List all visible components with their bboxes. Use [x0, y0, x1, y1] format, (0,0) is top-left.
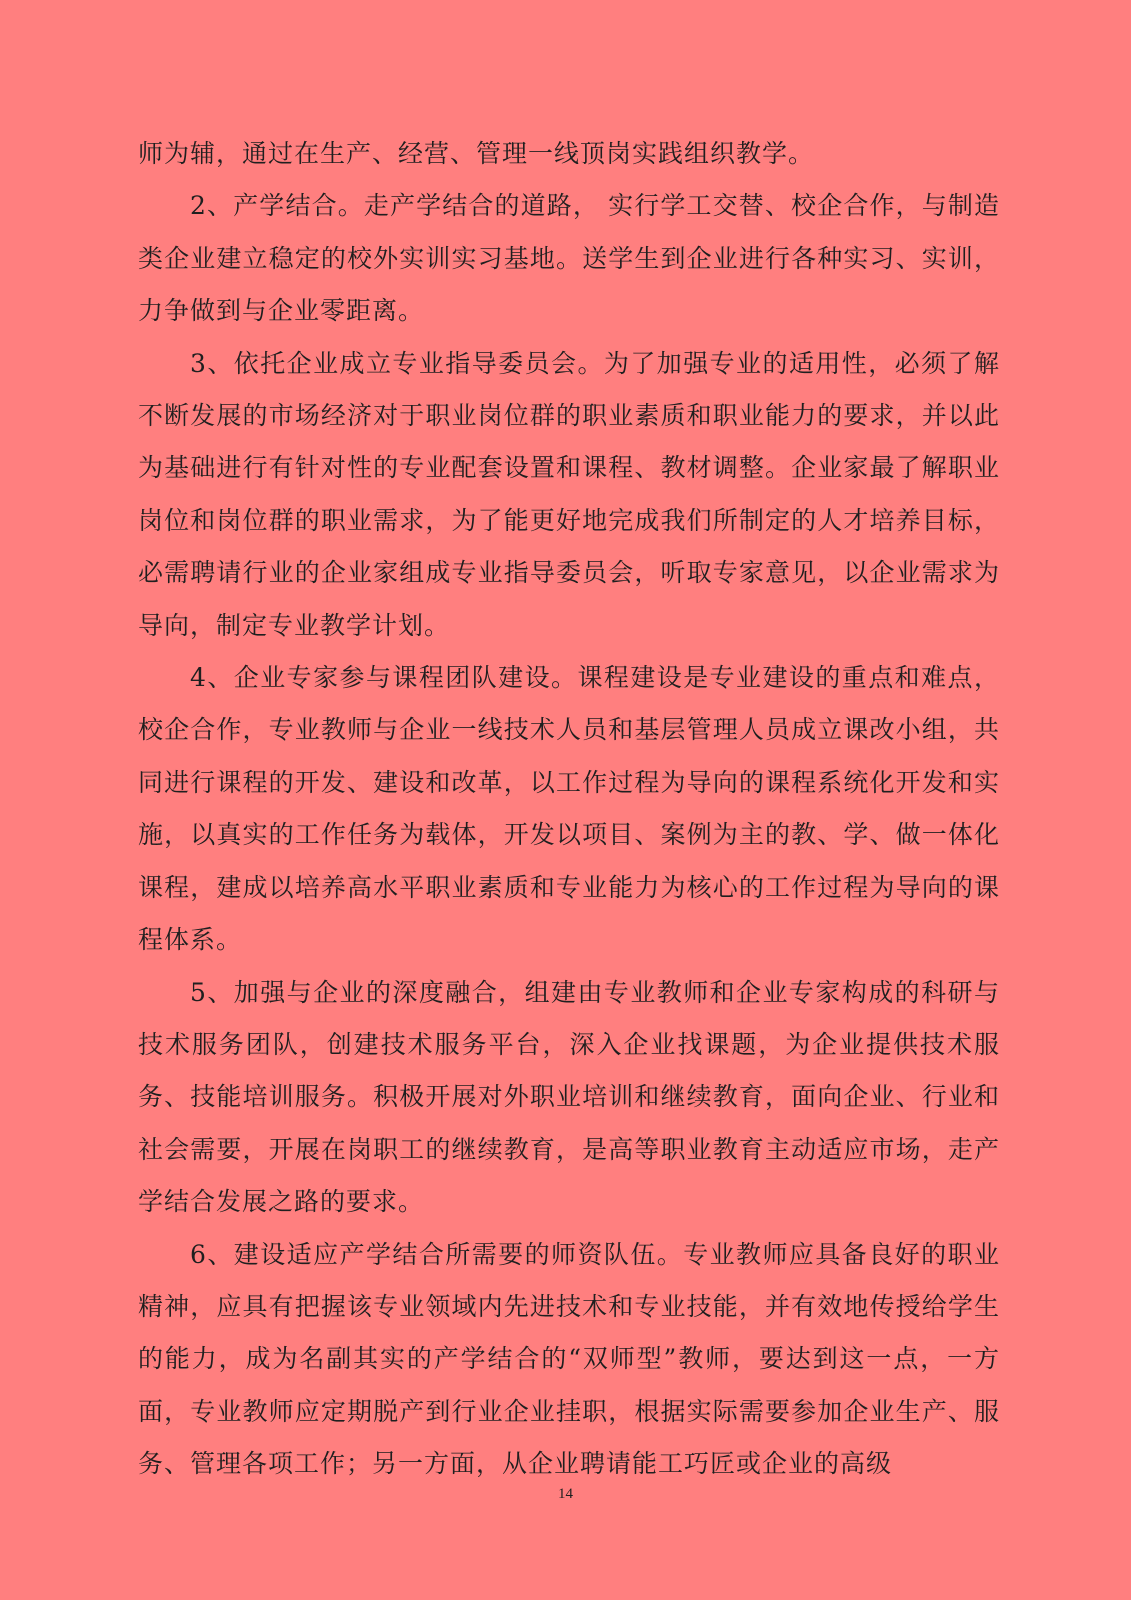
- paragraph-4: 4、企业专家参与课程团队建设。课程建设是专业建设的重点和难点，校企合作，专业教师与企业一线技术人员和基层管理人员成立课改小组，共同进行课程的开发、建设和改革，以工作过程为导向的课程系统化开发和实施，以真实的工作任务为载体，开发以项目、案例为主的教、学、做一体化课程，建成以培养高水平职业素质和专业能力为核心的工作过程为导向的课程体系。: [138, 663, 1000, 955]
- paragraph-5: 5、加强与企业的深度融合，组建由专业教师和企业专家构成的科研与技术服务团队，创建技术服务平台，深入企业找课题，为企业提供技术服务、技能培训服务。积极开展对外职业培训和继续教育，面向企业、行业和社会需要，开展在岗职工的继续教育，是高等职业教育主动适应市场，走产学结合发展之路的要求。: [138, 977, 1000, 1217]
- document-body: [138, 128, 1000, 1491]
- paragraph-6: 6、建设适应产学结合所需要的师资队伍。专业教师应具备良好的职业精神，应具有把握该专业领域内先进技术和专业技能，并有效地传授给学生的能力，成为名副其实的产学结合的“双师型”教师，要达到这一点，一方面，专业教师应定期脱产到行业企业挂职，根据实际需要参加企业生产、服务、管理各项工作；另一方面，从企业聘请能工巧匠或企业的高级: [138, 1239, 1000, 1479]
- paragraph-2: 2、产学结合。走产学结合的道路， 实行学工交替、校企合作，与制造类企业建立稳定的校外实训实习基地。送学生到企业进行各种实习、实训，力争做到与企业零距离。: [138, 191, 1000, 326]
- paragraph-3: 3、依托企业成立专业指导委员会。为了加强专业的适用性，必须了解不断发展的市场经济对于职业岗位群的职业素质和职业能力的要求，并以此为基础进行有针对性的专业配套设置和课程、教材调整。企业家最了解职业岗位和岗位群的职业需求，为了能更好地完成我们所制定的人才培养目标，必需聘请行业的企业家组成专业指导委员会，听取专家意见，以企业需求为导向，制定专业教学计划。: [138, 348, 1000, 640]
- paragraph-1: 师为辅，通过在生产、经营、管理一线顶岗实践组织教学。: [138, 139, 815, 168]
- page-number: 14: [558, 1486, 573, 1502]
